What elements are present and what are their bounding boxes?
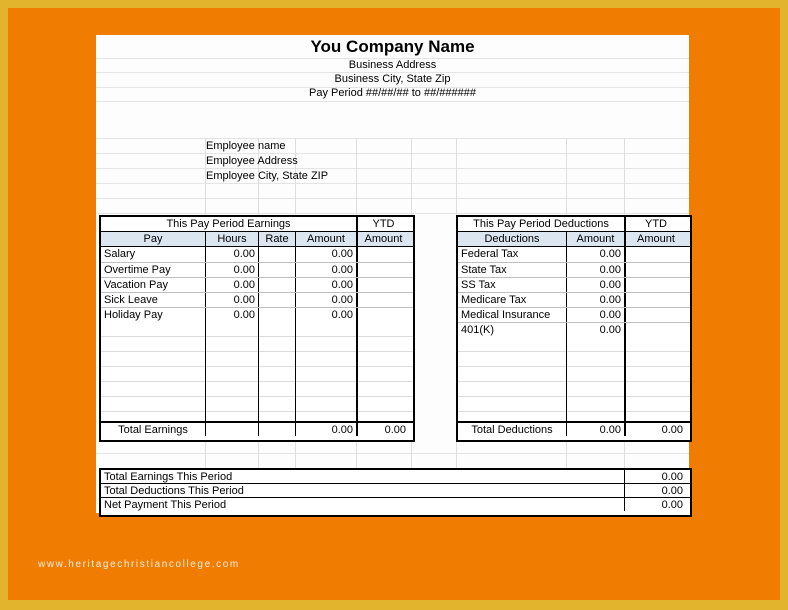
summary-row xyxy=(101,497,690,511)
deduction-ytd xyxy=(624,323,686,337)
deductions-ytd-header: YTD xyxy=(624,217,686,231)
deduction-label: Federal Tax xyxy=(461,248,519,260)
earning-label: Holiday Pay xyxy=(104,309,163,321)
earnings-total-label: Total Earnings xyxy=(118,424,188,436)
gridline xyxy=(96,198,689,199)
company-city-state-zip: Business City, State Zip xyxy=(334,73,451,85)
gridline xyxy=(258,438,259,468)
earning-rate xyxy=(258,263,295,277)
column-header-pay: Pay xyxy=(101,232,205,246)
empty-rows-area xyxy=(101,322,413,421)
gridline xyxy=(96,101,689,102)
summary-amount: 0.00 xyxy=(624,498,686,511)
watermark: www.heritagechristiancollege.com xyxy=(38,559,240,570)
summary-amount: 0.00 xyxy=(624,470,686,483)
gridline xyxy=(96,138,689,139)
gridline xyxy=(205,438,206,468)
column-header-amount: Amount xyxy=(295,232,356,246)
earnings-total-amount: 0.00 xyxy=(295,423,356,436)
earning-hours: 0.00 xyxy=(205,263,258,277)
gridline xyxy=(624,438,625,468)
empty-cell xyxy=(356,322,409,421)
deduction-label: 401(K) xyxy=(461,324,495,336)
column-header-amount: Amount xyxy=(566,232,624,246)
gridline xyxy=(96,183,689,184)
column-header-rate: Rate xyxy=(258,232,295,246)
deductions-total-label: Total Deductions xyxy=(471,424,553,436)
employee-city-state-zip: Employee City, State ZIP xyxy=(206,170,329,182)
gridline xyxy=(411,438,412,468)
table-row xyxy=(458,262,690,277)
deductions-column-header-row xyxy=(458,232,690,247)
table-row xyxy=(458,292,690,307)
gridline xyxy=(411,138,412,215)
earnings-ytd-header: YTD xyxy=(356,217,409,231)
gridline xyxy=(566,138,567,215)
gridline xyxy=(96,168,689,169)
deduction-ytd xyxy=(624,247,686,262)
earnings-total-ytd: 0.00 xyxy=(356,423,409,436)
deduction-ytd xyxy=(624,293,686,307)
deduction-ytd xyxy=(624,308,686,322)
summary-label: Total Earnings This Period xyxy=(104,471,233,483)
deduction-label: Medical Insurance xyxy=(461,309,551,321)
company-name: You Company Name xyxy=(310,37,475,56)
deduction-label: State Tax xyxy=(461,264,507,276)
gridline xyxy=(624,138,625,215)
deductions-total-amount: 0.00 xyxy=(566,423,624,436)
earning-label: Vacation Pay xyxy=(104,279,169,291)
pay-period-line: Pay Period ##/##/## to ##/###### xyxy=(309,87,476,99)
table-row xyxy=(458,307,690,322)
deductions-total-row xyxy=(458,421,690,436)
earning-hours: 0.00 xyxy=(205,278,258,292)
gridline xyxy=(96,153,689,154)
earning-rate xyxy=(258,278,295,292)
deduction-amount: 0.00 xyxy=(566,263,624,277)
column-header-hours: Hours xyxy=(205,232,258,246)
gridline xyxy=(96,453,689,454)
deduction-amount: 0.00 xyxy=(566,323,624,337)
deduction-amount: 0.00 xyxy=(566,278,624,292)
earning-amount: 0.00 xyxy=(295,278,356,292)
deductions-header-row xyxy=(458,217,690,232)
deductions-total-ytd: 0.00 xyxy=(624,423,686,436)
earning-rate xyxy=(258,293,295,307)
earning-label: Salary xyxy=(104,248,136,260)
summary-row xyxy=(101,470,690,483)
empty-cell xyxy=(458,337,566,421)
summary-amount: 0.00 xyxy=(624,484,686,497)
deduction-amount: 0.00 xyxy=(566,293,624,307)
earning-hours: 0.00 xyxy=(205,293,258,307)
earning-rate xyxy=(258,308,295,322)
earning-label: Overtime Pay xyxy=(104,264,171,276)
empty-cell xyxy=(205,322,258,421)
paystub-sheet xyxy=(96,35,689,513)
empty-cell xyxy=(205,423,258,436)
earnings-header: This Pay Period Earnings xyxy=(166,218,291,230)
empty-cell xyxy=(101,322,205,421)
empty-cell xyxy=(258,322,295,421)
deduction-ytd xyxy=(624,278,686,292)
table-row xyxy=(101,292,413,307)
table-row xyxy=(458,322,690,337)
earning-hours: 0.00 xyxy=(205,247,258,262)
earning-rate xyxy=(258,247,295,262)
column-header-deductions: Deductions xyxy=(458,232,566,246)
deduction-label: SS Tax xyxy=(461,279,496,291)
gridline xyxy=(295,438,296,468)
gridline xyxy=(96,213,689,214)
earnings-column-header-row xyxy=(101,232,413,247)
gridline xyxy=(456,438,457,468)
empty-cell xyxy=(566,337,624,421)
table-row xyxy=(101,262,413,277)
summary-label: Total Deductions This Period xyxy=(104,485,244,497)
empty-rows-area xyxy=(458,337,690,421)
empty-cell xyxy=(624,337,686,421)
company-address: Business Address xyxy=(348,59,437,71)
earning-amount: 0.00 xyxy=(295,308,356,322)
employee-address: Employee Address xyxy=(206,155,298,167)
employee-name: Employee name xyxy=(206,140,286,152)
earnings-header-row xyxy=(101,217,413,232)
column-header-ytd-amount: Amount xyxy=(624,232,686,246)
deduction-amount: 0.00 xyxy=(566,247,624,262)
deductions-table xyxy=(456,215,692,442)
orange-backdrop xyxy=(8,8,780,600)
summary-row xyxy=(101,483,690,497)
earning-label: Sick Leave xyxy=(104,294,158,306)
earning-ytd xyxy=(356,308,409,322)
table-row xyxy=(101,307,413,322)
earning-ytd xyxy=(356,278,409,292)
deduction-label: Medicare Tax xyxy=(461,294,527,306)
gridline xyxy=(356,138,357,215)
earnings-table xyxy=(99,215,415,442)
table-row xyxy=(101,247,413,262)
column-header-ytd-amount: Amount xyxy=(356,232,409,246)
gridline xyxy=(566,438,567,468)
earning-amount: 0.00 xyxy=(295,263,356,277)
table-row xyxy=(458,247,690,262)
gridline xyxy=(356,438,357,468)
earning-ytd xyxy=(356,247,409,262)
deductions-header: This Pay Period Deductions xyxy=(473,218,609,230)
summary-label: Net Payment This Period xyxy=(104,499,227,511)
earning-hours: 0.00 xyxy=(205,308,258,322)
empty-cell xyxy=(258,423,295,436)
deduction-amount: 0.00 xyxy=(566,308,624,322)
earnings-total-row xyxy=(101,421,413,436)
earning-amount: 0.00 xyxy=(295,247,356,262)
summary-table xyxy=(99,468,692,517)
earning-amount: 0.00 xyxy=(295,293,356,307)
deduction-ytd xyxy=(624,263,686,277)
earning-ytd xyxy=(356,263,409,277)
earning-ytd xyxy=(356,293,409,307)
table-row xyxy=(101,277,413,292)
table-row xyxy=(458,277,690,292)
empty-cell xyxy=(295,322,356,421)
gridline xyxy=(456,138,457,215)
